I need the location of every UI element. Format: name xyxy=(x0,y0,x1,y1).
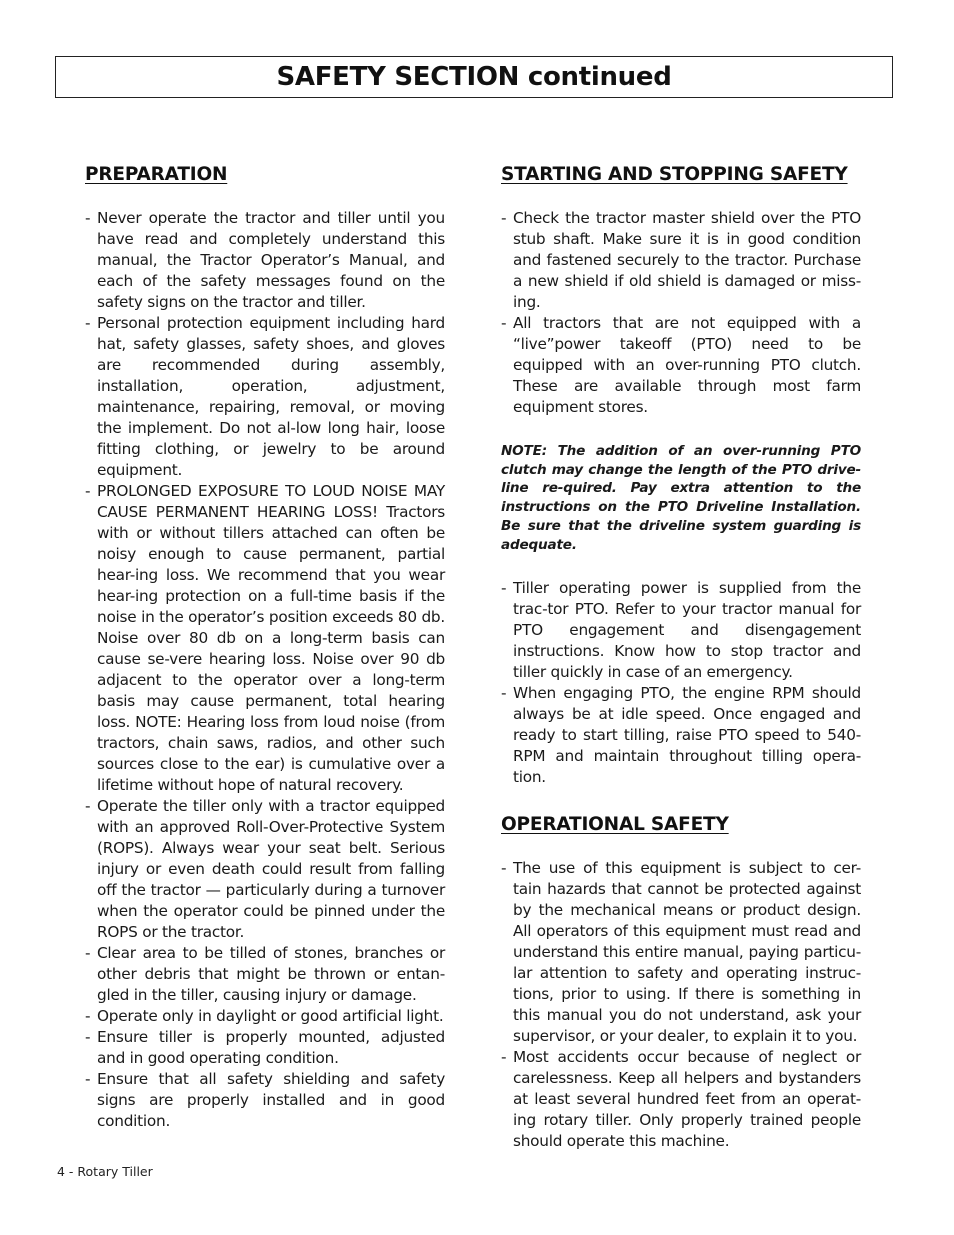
bullet-dash: - xyxy=(501,314,507,332)
pto-power-list xyxy=(501,578,861,788)
bullet-dash: - xyxy=(501,1048,507,1067)
list-item: - Operate only in daylight or good artificial light. xyxy=(85,1007,444,1025)
operational-safety-list xyxy=(501,858,861,1152)
list-item: - The use of this equipment is subject to cer-tain hazards that cannot be protected against by the mechanical means or product design. All operators of this equipment must read and understand this entire manual, paying particu-lar attention to safety and operating instruc-tions, prior to using. If there is something in this manual you do not understand, ask your supervisor, or your dealer, to explain it to you. xyxy=(501,859,861,1046)
page-footer: 4 - Rotary Tiller xyxy=(57,1164,153,1179)
page-title: SAFETY SECTION continued xyxy=(276,62,672,92)
list-item: - Most accidents occur because of neglect or carelessness. Keep all helpers and bystanders at least several hundred feet from an operat-ing rotary tiller. Only properly trained people should operate this machine. xyxy=(501,1048,861,1151)
bullet-dash: - xyxy=(501,579,507,598)
bullet-dash: - xyxy=(501,859,507,878)
bullet-dash: - xyxy=(501,684,507,703)
pto-clutch-note: NOTE: The addition of an over-running PTO clutch may change the length of the PTO drive-line re-quired. Pay extra attention to the instructions on the PTO Driveline Installation. Be sure that the driveline system guarding is adequate. xyxy=(501,443,861,553)
bullet-dash: - xyxy=(85,797,91,815)
list-item: - When engaging PTO, the engine RPM should always be at idle speed. Once engaged and ready to start tilling, raise PTO speed to 540-RPM and maintain throughout tilling opera-tion. xyxy=(501,684,861,787)
bullet-dash: - xyxy=(85,482,91,500)
list-item: - Check the tractor master shield over the PTO stub shaft. Make sure it is in good condition and fastened securely to the tractor. Purchase a new shield if old shield is damaged or miss-ing. xyxy=(501,209,861,311)
bullet-dash: - xyxy=(85,944,91,962)
bullet-dash: - xyxy=(501,209,507,227)
list-item: - PROLONGED EXPOSURE TO LOUD NOISE MAY CAUSE PERMANENT HEARING LOSS! Tractors with or without tillers attached can often be noisy enough to cause permanent, partial hear-ing loss. We recommend that you wear hear-ing protection on a full-time basis if the noise in the operator’s position exceeds 80 db. Noise over 80 db on a long-term basis can cause se-vere hearing loss. Noise over 90 db adjacent to the operator over a long-term basis may cause permanent, total hearing loss. NOTE: Hearing loss from loud noise (from tractors, chain saws, radios, and other such sources close to the ear) is cumulative over a lifetime without hope of natural recovery. xyxy=(85,482,445,794)
preparation-heading: PREPARATION xyxy=(85,164,228,185)
list-item: - Ensure that all safety shielding and safety signs are properly installed and in good condition. xyxy=(85,1070,445,1130)
bullet-dash: - xyxy=(85,1007,91,1025)
list-item: - Clear area to be tilled of stones, branches or other debris that might be thrown or entan-gled in the tiller, causing injury or damage. xyxy=(85,944,445,1004)
list-item: - Never operate the tractor and tiller until you have read and completely understand this manual, the Tractor Operator’s Manual, and each of the safety messages found on the safety signs on the tractor and tiller. xyxy=(85,209,445,311)
operational-safety-heading: OPERATIONAL SAFETY xyxy=(501,814,729,836)
list-item: - Tiller operating power is supplied from the trac-tor PTO. Refer to your tractor manual for PTO engagement and disengagement instructions. Know how to stop tractor and tiller quickly in case of an emergency. xyxy=(501,579,861,682)
list-item: - Operate the tiller only with a tractor equipped with an approved Roll-Over-Protective System (ROPS). Always wear your seat belt. Serious injury or even death could result from falling off the tractor — particularly during a turnover when the operator could be pinned under the ROPS or the tractor. xyxy=(85,797,445,941)
bullet-dash: - xyxy=(85,1070,91,1088)
starting-stopping-heading: STARTING AND STOPPING SAFETY xyxy=(501,164,848,185)
right-column xyxy=(501,162,861,1152)
page-title-box xyxy=(55,56,893,98)
bullet-dash: - xyxy=(85,1028,91,1046)
list-item: - Personal protection equipment including hard hat, safety glasses, safety shoes, and gloves are recommended during assembly, installation, operation, adjustment, maintenance, repairing, removal, or moving the implement. Do not al-low long hair, loose fitting clothing, or jewelry to be around equipment. xyxy=(85,314,445,479)
bullet-dash: - xyxy=(85,209,91,227)
list-item: - Ensure tiller is properly mounted, adjusted and in good operating condition. xyxy=(85,1028,445,1067)
left-column xyxy=(85,162,445,1132)
bullet-dash: - xyxy=(85,314,91,332)
preparation-list xyxy=(85,208,445,1132)
list-item: - All tractors that are not equipped with a “live”power takeoff (PTO) need to be equipped with an over-running PTO clutch. These are available through most farm equipment stores. xyxy=(501,314,861,416)
starting-stopping-list xyxy=(501,208,861,418)
